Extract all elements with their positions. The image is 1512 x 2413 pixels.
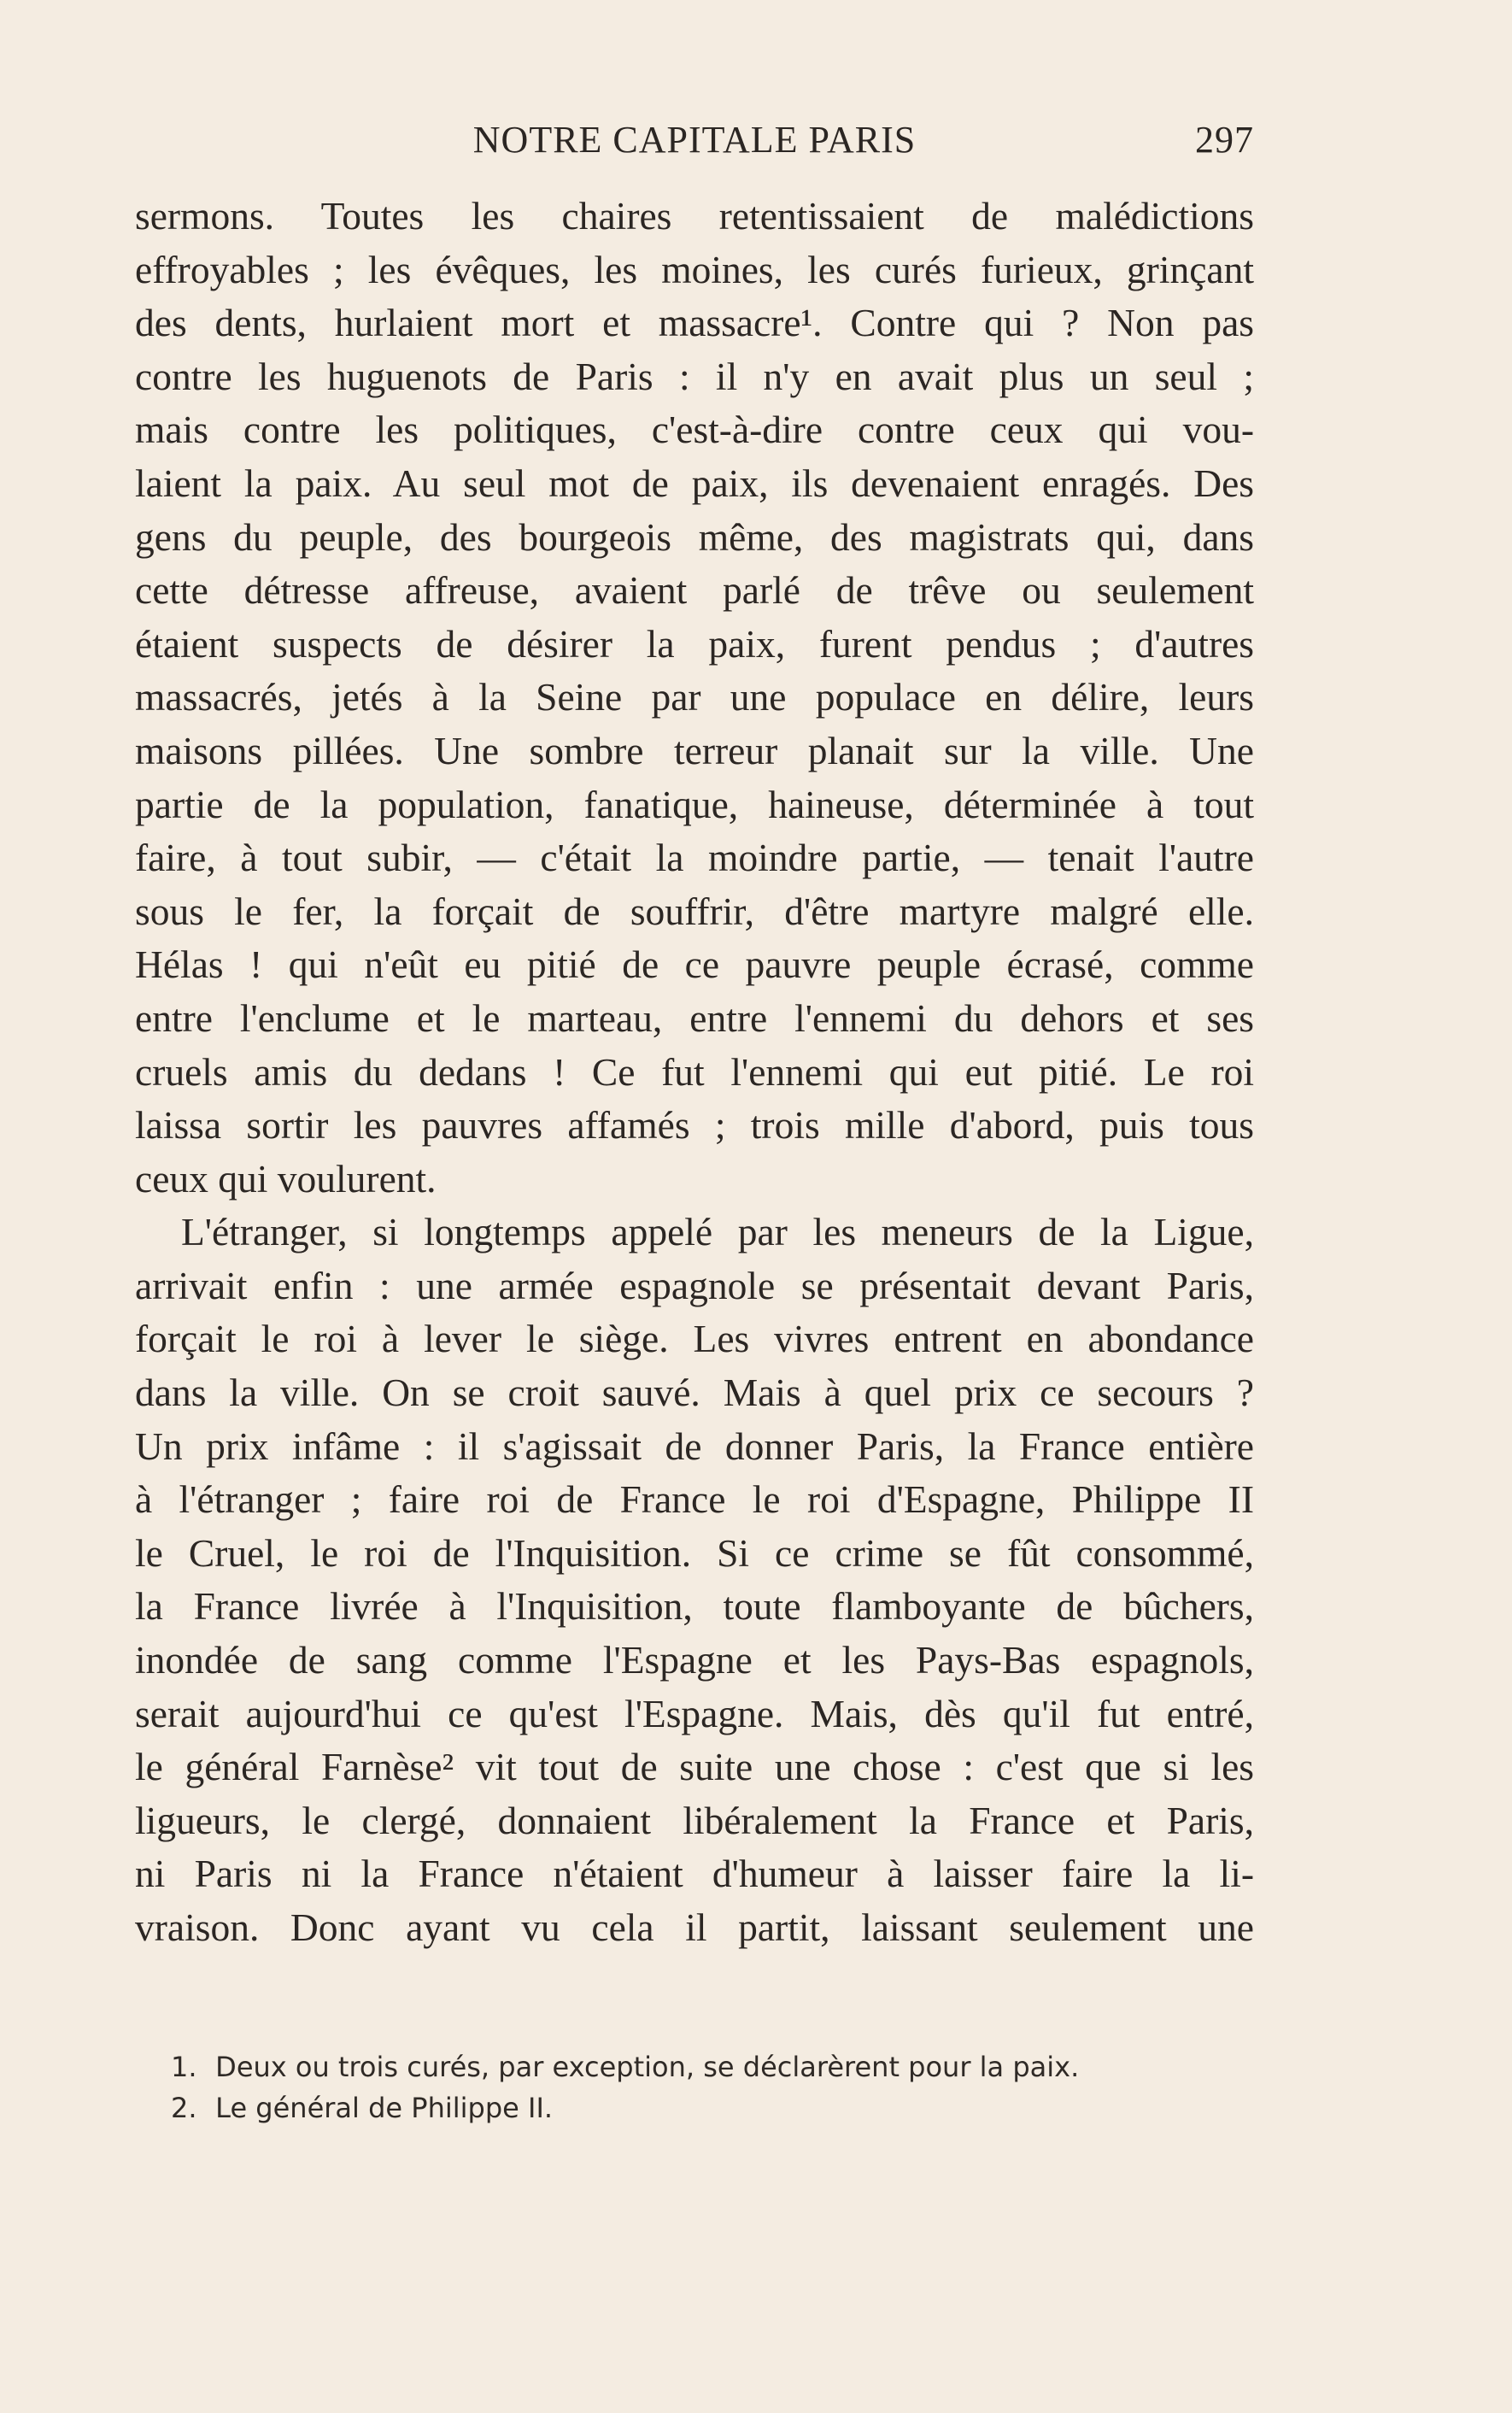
body-text [135,190,1254,1955]
text-line: entre l'enclume et le marteau, entre l'ennemi du dehors et ses [135,995,1254,1040]
text-line: laissa sortir les pauvres affamés ; trois mille d'abord, puis tous [135,1103,1254,1148]
text-line: contre les huguenots de Paris : il n'y en avait plus un seul ; [135,354,1254,398]
footnote [171,2087,1196,2128]
text-line: Un prix infâme : il s'agissait de donner Paris, la France entière [135,1424,1254,1468]
text-line: faire, à tout subir, — c'était la moindre partie, — tenait l'autre [135,836,1254,880]
text-line: vraison. Donc ayant vu cela il partit, laissant seulement une [135,1905,1254,1949]
footnote-text: Le général de Philippe II. [215,2092,554,2124]
text-line: maisons pillées. Une sombre terreur planait sur la ville. Une [135,728,1254,772]
text-line: arrivait enfin : une armée espagnole se présentait devant Paris, [135,1263,1254,1307]
text-line: massacrés, jetés à la Seine par une populace en délire, leurs [135,675,1254,719]
text-line: à l'étranger ; faire roi de France le roi d'Espagne, Philippe II [135,1477,1254,1522]
text-line: L'étranger, si longtemps appelé par les meneurs de la Ligue, [181,1210,1254,1254]
text-line: laient la paix. Au seul mot de paix, ils devenaient enragés. Des [135,461,1254,505]
text-line: sous le fer, la forçait de souffrir, d'être martyre malgré elle. [135,889,1254,933]
footnote-number: 2. [171,2092,197,2124]
text-line: sermons. Toutes les chaires retentissaient de malédictions [135,194,1254,238]
text-line: des dents, hurlaient mort et massacre¹. Contre qui ? Non pas [135,301,1254,345]
text-line: Hélas ! qui n'eût eu pitié de ce pauvre peuple écrasé, comme [135,942,1254,987]
footnotes [171,2046,1196,2128]
text-line: cruels amis du dedans ! Ce fut l'ennemi qui eut pitié. Le roi [135,1049,1254,1094]
text-line: ni Paris ni la France n'étaient d'humeur à laisser faire la li- [135,1852,1254,1896]
text-line: ceux qui voulurent. [135,1156,437,1201]
text-line: effroyables ; les évêques, les moines, les curés furieux, grinçant [135,247,1254,291]
text-line: partie de la population, fanatique, haineuse, déterminée à tout [135,782,1254,826]
text-line: cette détresse affreuse, avaient parlé de trêve ou seulement [135,568,1254,613]
text-line: mais contre les politiques, c'est-à-dire contre ceux qui vou- [135,408,1254,452]
text-line: serait aujourd'hui ce qu'est l'Espagne. Mais, dès qu'il fut entré, [135,1691,1254,1735]
text-line: gens du peuple, des bourgeois même, des magistrats qui, dans [135,514,1254,559]
text-line: la France livrée à l'Inquisition, toute flamboyante de bûchers, [135,1584,1254,1629]
footnote [171,2046,1196,2087]
text-line: inondée de sang comme l'Espagne et les Pays-Bas espagnols, [135,1638,1254,1682]
text-line: étaient suspects de désirer la paix, furent pendus ; d'autres [135,621,1254,666]
text-line: ligueurs, le clergé, donnaient libéralement la France et Paris, [135,1798,1254,1842]
text-line: forçait le roi à lever le siège. Les vivres entrent en abondance [135,1317,1254,1361]
running-head [135,118,1254,169]
footnote-number: 1. [171,2051,197,2083]
text-line: le général Farnèse² vit tout de suite une chose : c'est que si les [135,1745,1254,1789]
text-line: dans la ville. On se croit sauvé. Mais à quel prix ce secours ? [135,1371,1254,1415]
text-line: le Cruel, le roi de l'Inquisition. Si ce crime se fût consommé, [135,1530,1254,1575]
page-number: 297 [1195,119,1254,161]
footnote-text: Deux ou trois curés, par exception, se déclarèrent pour la paix. [215,2051,1080,2083]
running-title: NOTRE CAPITALE PARIS [472,119,917,161]
